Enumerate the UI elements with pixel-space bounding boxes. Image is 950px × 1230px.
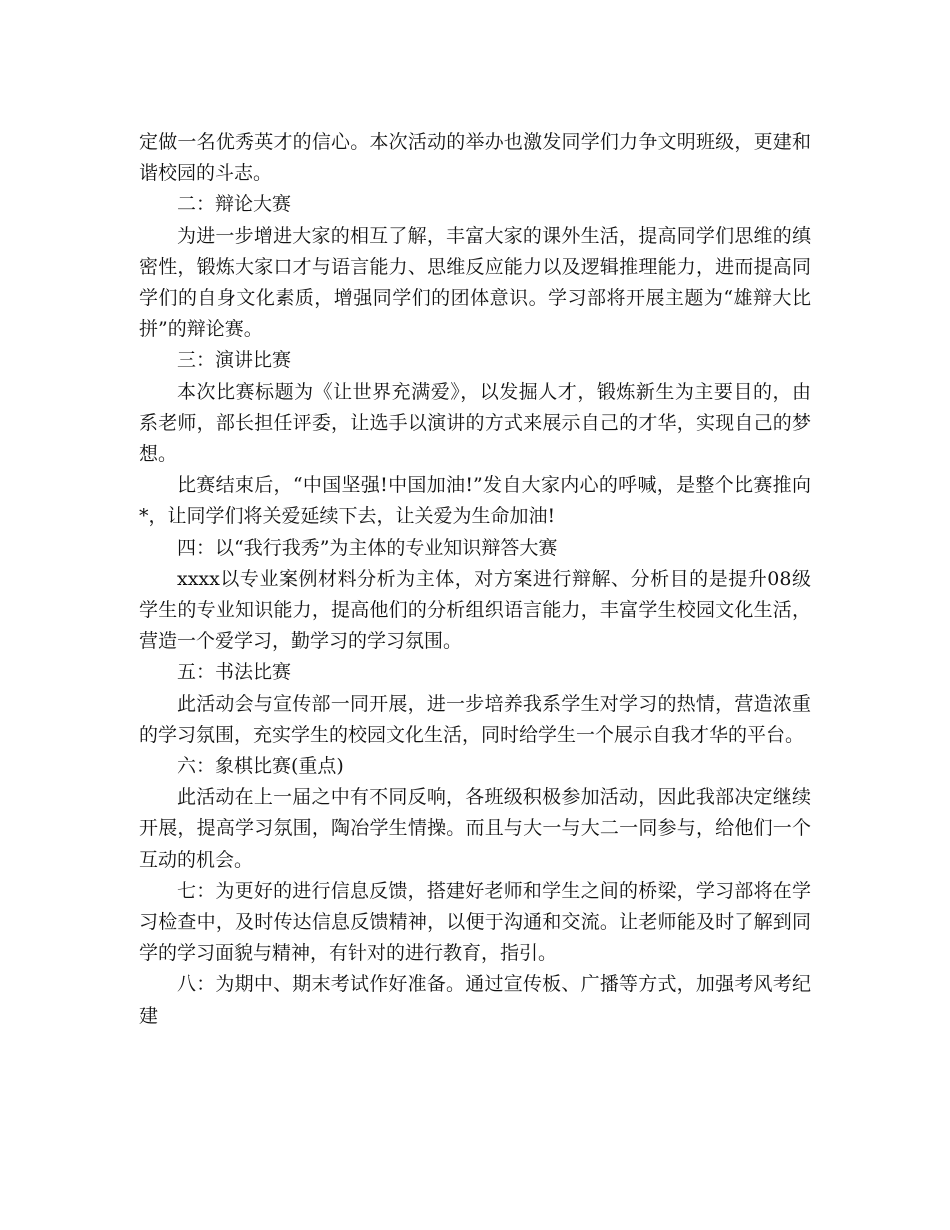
paragraph-debate-contest: 为进一步增进大家的相互了解，丰富大家的课外生活，提高同学们思维的缜密性，锻炼大家口才与语言能力、思维反应能力以及逻辑推理能力，进而提高同学们的自身文化素质，增强同学们的团体意识。学习部将开展主题为“雄辩大比拼”的辩论赛。 xyxy=(139,224,811,341)
heading-knowledge-contest: 四：以“我行我秀”为主体的专业知识辩答大赛 xyxy=(177,536,558,559)
paragraph-exam-preparation: 八：为期中、期末考试作好准备。通过宣传板、广播等方式，加强考风考纪建 xyxy=(139,973,811,1027)
paragraph-speech-contest-end: 比赛结束后，“中国坚强!中国加油!”发自大家内心的呼喊，是整个比赛推向*，让同学们将关爱延续下去，让关爱为生命加油! xyxy=(139,474,811,528)
paragraph-chess-contest: 此活动在上一届之中有不同反响，各班级积极参加活动，因此我部决定继续开展，提高学习氛围，陶冶学生情操。而且与大一与大二一同参与，给他们一个互动的机会。 xyxy=(139,786,811,871)
paragraph-calligraphy-contest: 此活动会与宣传部一同开展，进一步培养我系学生对学习的热情，营造浓重的学习氛围，充实学生的校园文化生活，同时给学生一个展示自我才华的平台。 xyxy=(139,692,811,746)
heading-calligraphy-contest: 五：书法比赛 xyxy=(177,661,292,684)
document-body xyxy=(139,127,811,1032)
heading-chess-contest: 六：象棋比赛(重点) xyxy=(177,755,344,778)
paragraph-intro-continuation: 定做一名优秀英才的信心。本次活动的举办也激发同学们力争文明班级，更建和谐校园的斗志。 xyxy=(139,131,811,185)
paragraph-knowledge-contest: xxxx以专业案例材料分析为主体，对方案进行辩解、分析目的是提升08级学生的专业知识能力，提高他们的分析组织语言能力，丰富学生校园文化生活，营造一个爱学习，勤学习的学习氛围。 xyxy=(139,567,811,653)
heading-speech-contest: 三：演讲比赛 xyxy=(177,349,292,372)
paragraph-feedback: 七：为更好的进行信息反馈，搭建好老师和学生之间的桥梁，学习部将在学习检查中，及时传达信息反馈精神，以便于沟通和交流。让老师能及时了解到同学的学习面貌与精神，有针对的进行教育，指引。 xyxy=(139,879,811,965)
heading-debate-contest: 二：辩论大赛 xyxy=(177,193,292,216)
paragraph-speech-contest: 本次比赛标题为《让世界充满爱》，以发掘人才，锻炼新生为主要目的，由系老师，部长担任评委，让选手以演讲的方式来展示自己的才华，实现自己的梦想。 xyxy=(139,380,811,466)
